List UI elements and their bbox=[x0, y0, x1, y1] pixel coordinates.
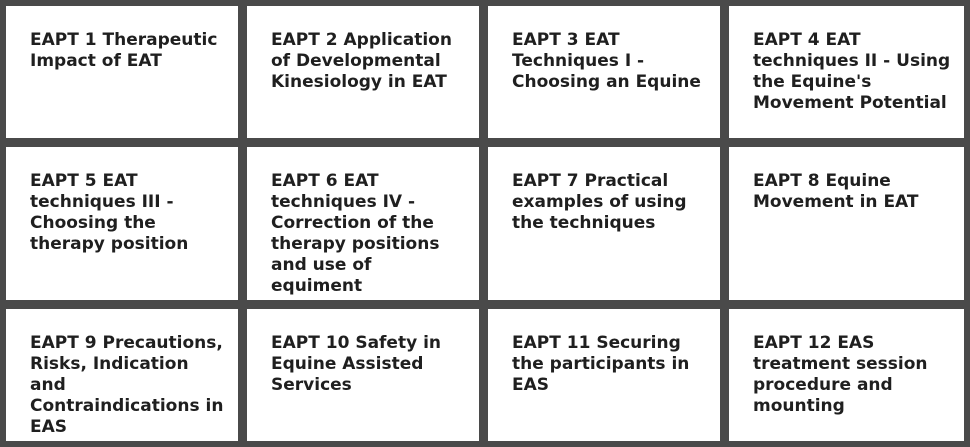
module-card-eapt-5[interactable] bbox=[6, 147, 238, 300]
module-card-eapt-12[interactable] bbox=[729, 309, 964, 441]
module-card-label: EAPT 6 EAT techniques IV - Correction of the therapy positions and use of equiment bbox=[271, 171, 440, 296]
module-card-label: EAPT 1 Therapeutic Impact of EAT bbox=[30, 30, 218, 71]
module-card-label: EAPT 3 EAT Techniques I - Choosing an Equine bbox=[512, 30, 701, 92]
module-card-eapt-8[interactable] bbox=[729, 147, 964, 300]
module-card-label: EAPT 7 Practical examples of using the techniques bbox=[512, 171, 687, 233]
module-card-eapt-10[interactable] bbox=[247, 309, 479, 441]
module-card-eapt-11[interactable] bbox=[488, 309, 720, 441]
module-card-label: EAPT 8 Equine Movement in EAT bbox=[753, 171, 919, 212]
module-card-label: EAPT 4 EAT techniques II - Using the Equine's Movement Potential bbox=[753, 30, 951, 113]
module-card-label: EAPT 9 Precautions, Risks, Indication and Contraindications in EAS bbox=[30, 333, 224, 437]
module-card-label: EAPT 5 EAT techniques III - Choosing the therapy position bbox=[30, 171, 189, 254]
module-card-eapt-9[interactable] bbox=[6, 309, 238, 441]
module-card-eapt-7[interactable] bbox=[488, 147, 720, 300]
module-card-eapt-4[interactable] bbox=[729, 6, 964, 138]
module-card-eapt-1[interactable] bbox=[6, 6, 238, 138]
module-card-label: EAPT 10 Safety in Equine Assisted Services bbox=[271, 333, 442, 395]
module-card-label: EAPT 2 Application of Developmental Kinesiology in EAT bbox=[271, 30, 452, 92]
module-card-eapt-6[interactable] bbox=[247, 147, 479, 300]
module-card-label: EAPT 12 EAS treatment session procedure and mounting bbox=[753, 333, 928, 416]
module-card-eapt-3[interactable] bbox=[488, 6, 720, 138]
module-card-eapt-2[interactable] bbox=[247, 6, 479, 138]
module-card-label: EAPT 11 Securing the participants in EAS bbox=[512, 333, 690, 395]
